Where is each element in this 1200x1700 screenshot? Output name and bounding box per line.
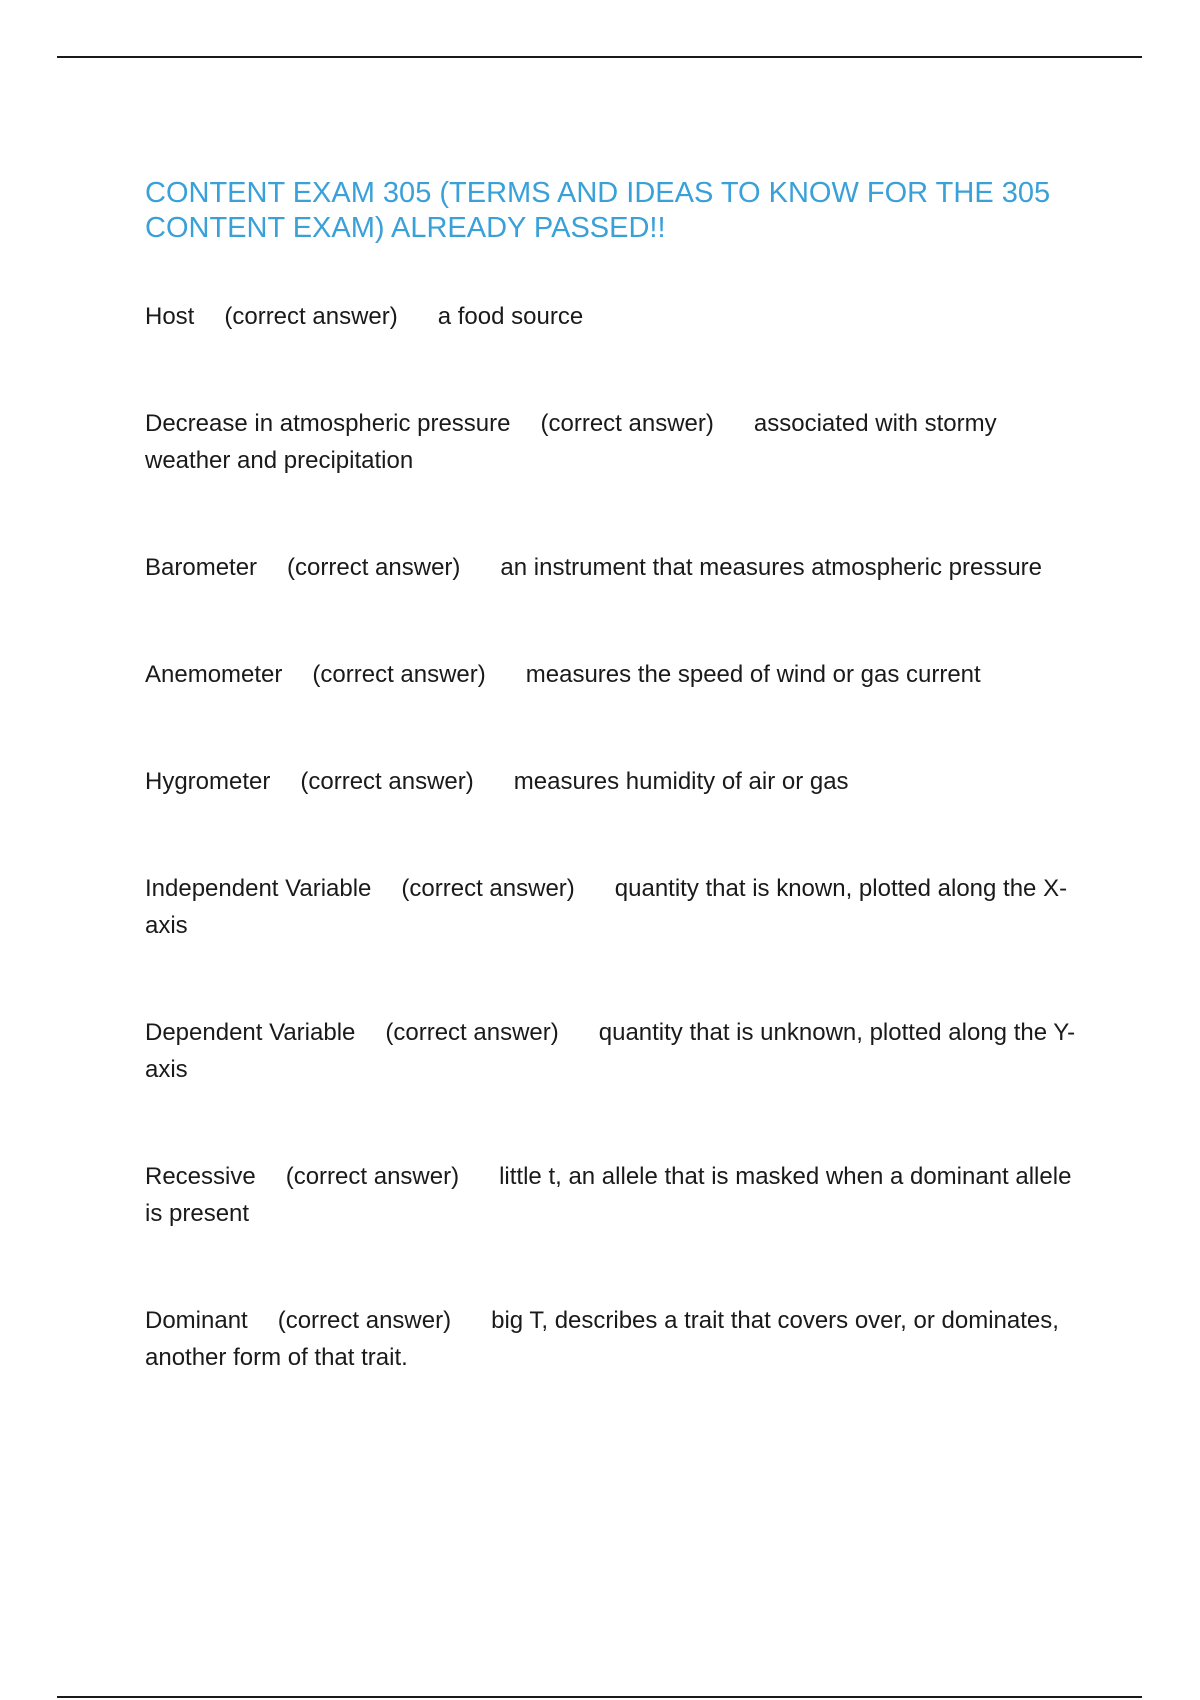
entry-term: Hygrometer bbox=[145, 768, 271, 795]
entry bbox=[145, 763, 1085, 800]
entry-definition: an instrument that measures atmospheric pressure bbox=[500, 554, 1043, 581]
entry-separator: (correct answer) bbox=[401, 875, 575, 902]
entry-definition: measures humidity of air or gas bbox=[513, 768, 849, 795]
entry-list bbox=[145, 298, 1085, 1446]
entry-term: Independent Variable bbox=[145, 875, 372, 902]
entry-definition: a food source bbox=[437, 303, 584, 330]
bottom-rule bbox=[57, 1696, 1142, 1698]
entry-separator: (correct answer) bbox=[300, 768, 474, 795]
entry-term: Dominant bbox=[145, 1307, 248, 1334]
entry bbox=[145, 1158, 1085, 1232]
entry-definition: quantity that is known, plotted along the X-axis bbox=[145, 875, 1068, 939]
entry-term: Host bbox=[145, 303, 195, 330]
entry-term: Dependent Variable bbox=[145, 1019, 356, 1046]
entry-definition: associated with stormy weather and precipitation bbox=[145, 410, 997, 474]
entry-separator: (correct answer) bbox=[385, 1019, 559, 1046]
entry-separator: (correct answer) bbox=[312, 661, 486, 688]
entry-separator: (correct answer) bbox=[277, 1307, 452, 1334]
entry bbox=[145, 870, 1085, 944]
entry bbox=[145, 298, 1085, 335]
entry bbox=[145, 549, 1085, 586]
entry bbox=[145, 1302, 1085, 1376]
entry-term: Recessive bbox=[145, 1163, 256, 1190]
entry-term: Anemometer bbox=[145, 661, 283, 688]
entry-definition: big T, describes a trait that covers over, or dominates, another form of that trait. bbox=[145, 1307, 1059, 1371]
entry-term: Decrease in atmospheric pressure bbox=[145, 410, 511, 437]
entry-separator: (correct answer) bbox=[287, 554, 461, 581]
entry-term: Barometer bbox=[145, 554, 258, 581]
document-title: CONTENT EXAM 305 (TERMS AND IDEAS TO KNOW FOR THE 305 CONTENT EXAM) ALREADY PASSED!! bbox=[145, 177, 1051, 244]
entry-separator: (correct answer) bbox=[224, 303, 398, 330]
entry-separator: (correct answer) bbox=[285, 1163, 460, 1190]
entry-definition: measures the speed of wind or gas current bbox=[525, 661, 981, 688]
entry-separator: (correct answer) bbox=[540, 410, 714, 437]
entry-definition: little t, an allele that is masked when a dominant allele is present bbox=[145, 1163, 1072, 1227]
entry bbox=[145, 405, 1085, 479]
top-rule bbox=[57, 56, 1142, 58]
entry bbox=[145, 1014, 1085, 1088]
entry-definition: quantity that is unknown, plotted along the Y-axis bbox=[145, 1019, 1076, 1083]
entry bbox=[145, 656, 1085, 693]
